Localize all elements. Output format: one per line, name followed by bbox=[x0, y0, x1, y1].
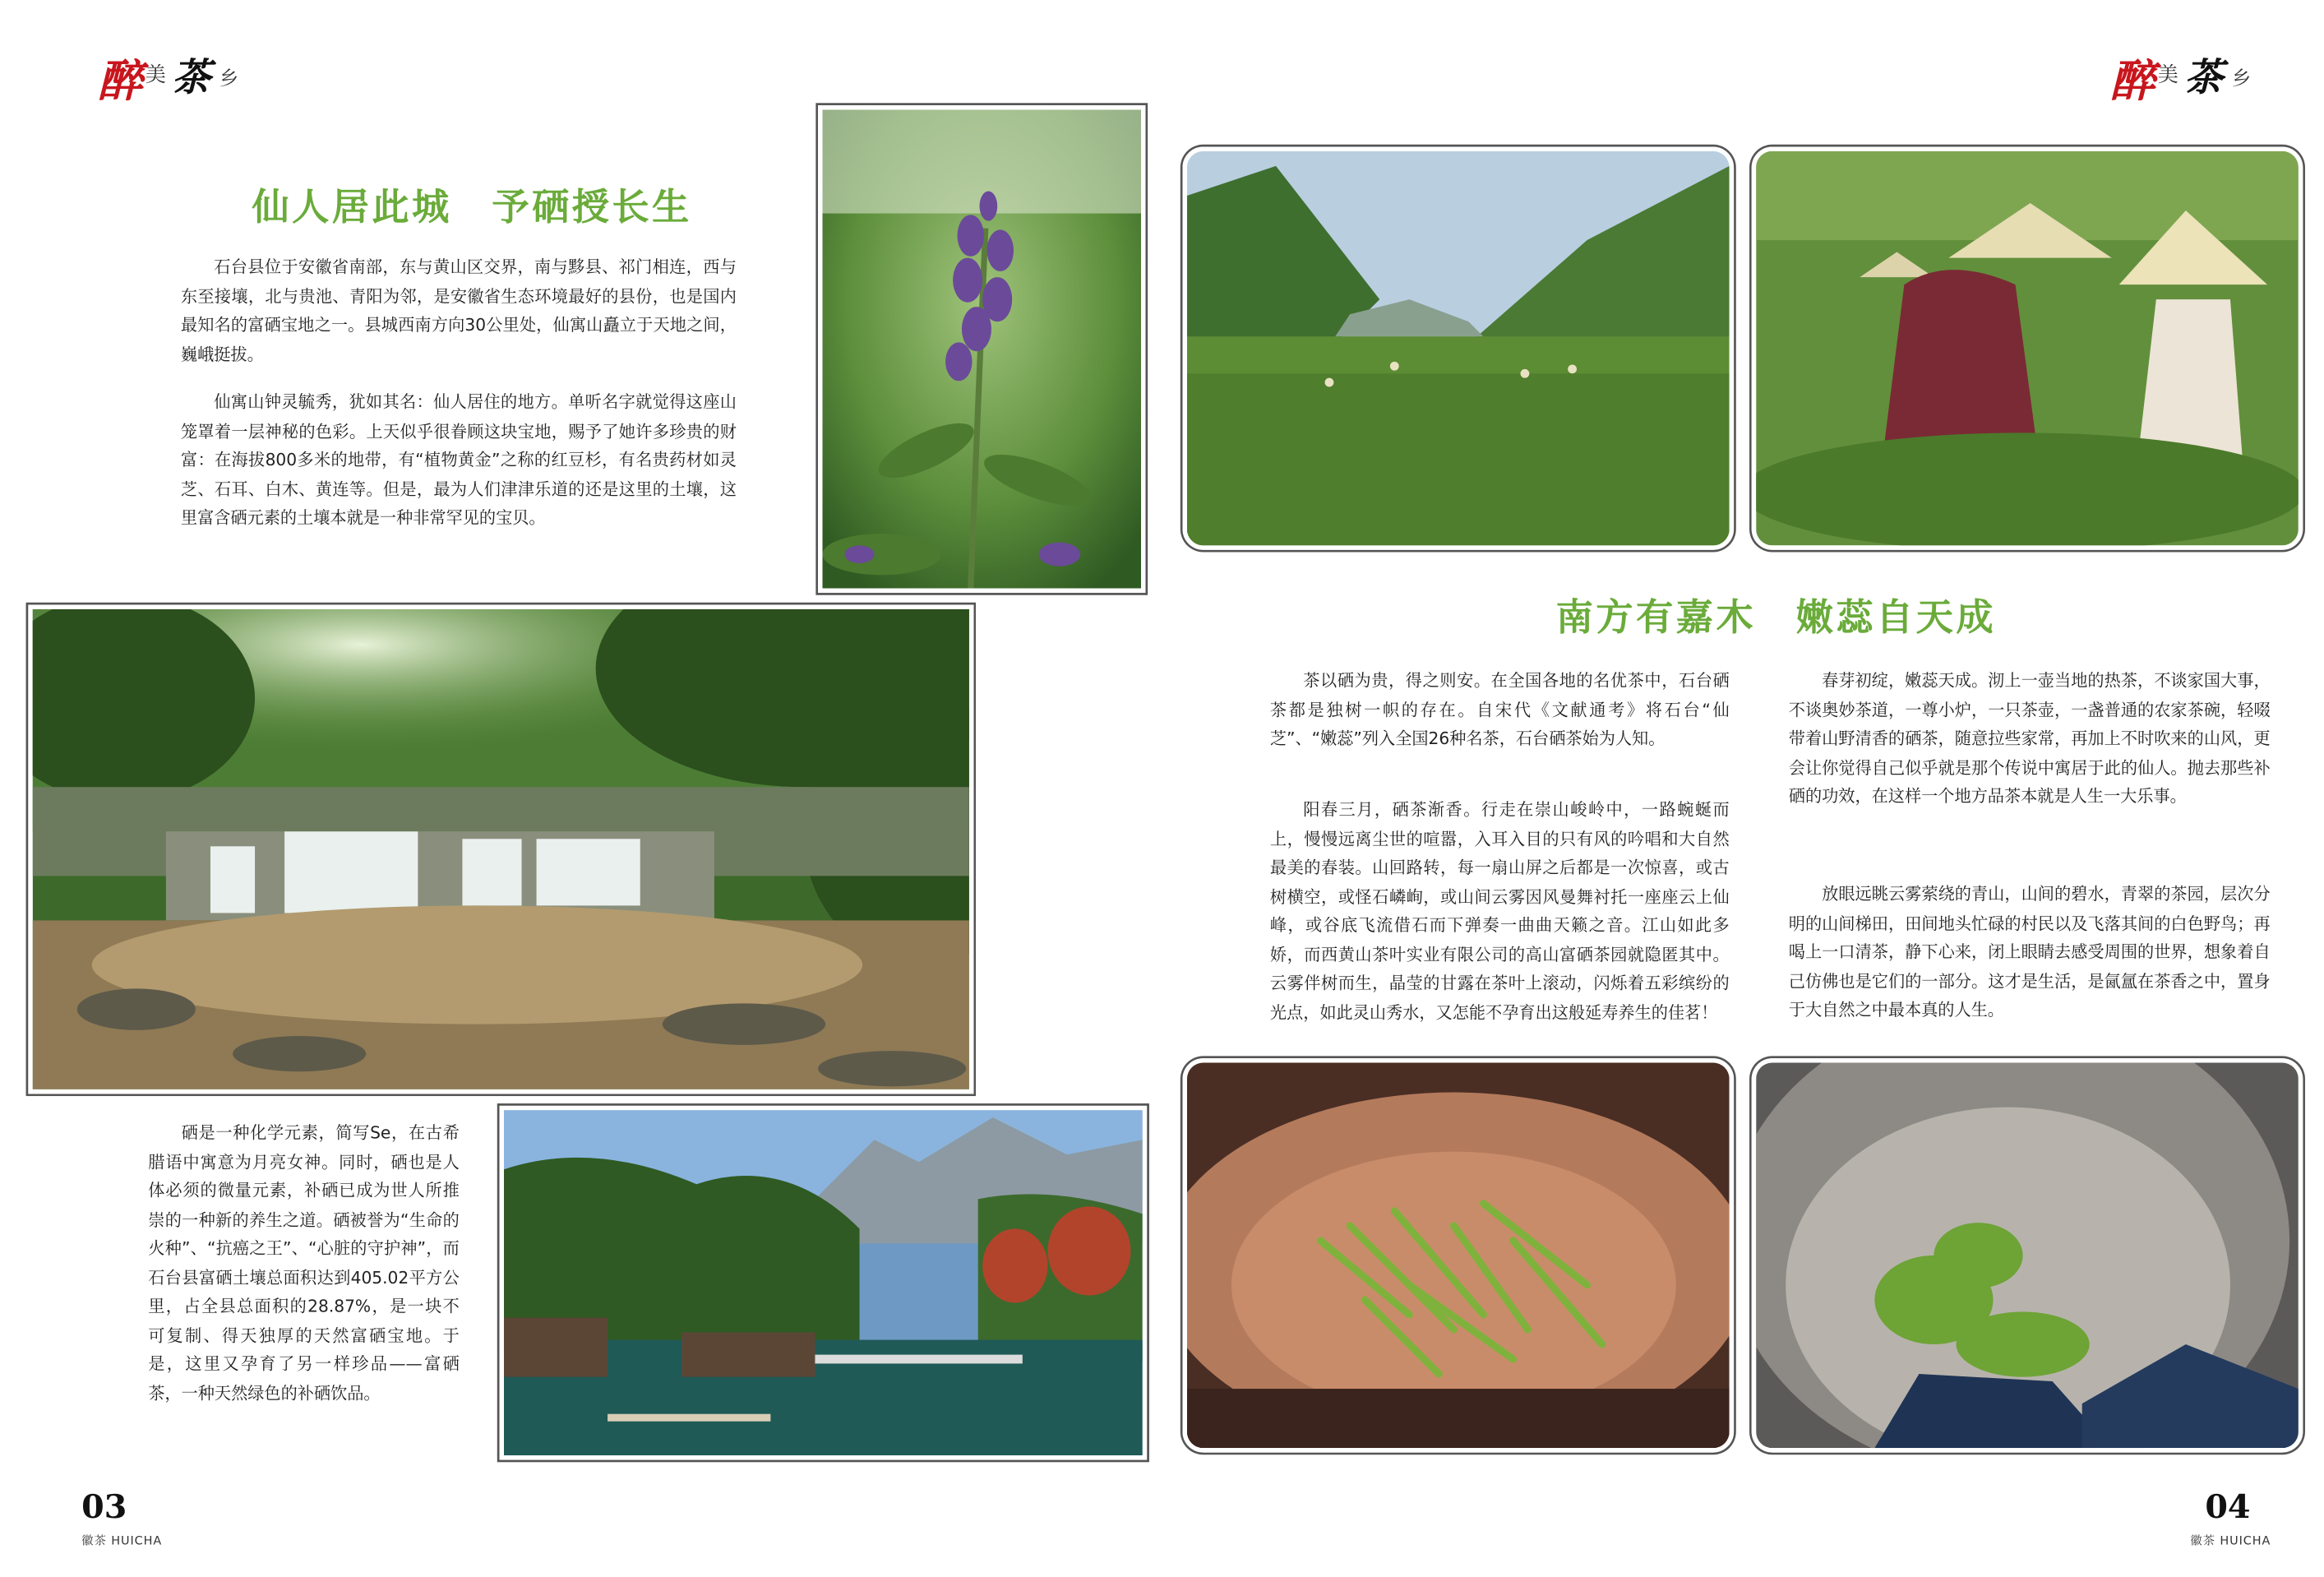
forest-waterfall-photo bbox=[28, 604, 973, 1094]
logo-char-mei: 美 bbox=[145, 63, 166, 88]
left-paragraph-1: 石台县位于安徽省南部，东与黄山区交界，南与黟县、祁门相连，西与东至接壤，北与贵池、青阳为邻，是安徽省生态环境最好的县份，也是国内最知名的富硒宝地之一。县城西南方向30公里处，仙寓山矗立于天地之间，巍峨挺拔。 bbox=[180, 257, 737, 364]
publication-name-left: 徽茶 HUICHA bbox=[81, 1533, 163, 1547]
right-page-heading: 南方有嘉木 嫩蕊自天成 bbox=[1555, 595, 1997, 639]
logo-char-zui: 醉 bbox=[97, 56, 143, 109]
logo-char-cha: 茶 bbox=[172, 56, 211, 101]
left-paragraph-2: 仙寓山钟灵毓秀，犹如其名：仙人居住的地方。单听名字就觉得这座山笼罩着一层神秘的色彩。上天似乎很眷顾这块宝地，赐予了她许多珍贵的财富：在海拔800多米的地带，有“植物黄金”之称的红豆杉，有名贵药材如灵芝、石耳、白木、黄连等。但是，最为人们津津乐道的还是这里的土壤，这里富含硒元素的土壤本就是一种非常罕见的宝贝。 bbox=[180, 392, 737, 528]
logo-char-zui: 醉 bbox=[2109, 56, 2155, 109]
right-paragraph-3: 春芽初绽，嫩蕊天成。沏上一壶当地的热茶，不谈家国大事，不谈奥妙茶道，一尊小炉，一只茶壶，一盏普通的农家茶碗，轻啜带着山野清香的硒茶，随意拉些家常，再加上不时吹来的山风，更会让你觉得自己似乎就是那个传说中寓居于此的仙人。抛去那些补硒的功效，在这样一个地方品茶本就是人生一大乐事。 bbox=[1788, 671, 2271, 807]
tea-valley-photo bbox=[1183, 146, 1735, 549]
left-paragraph-3: 硒是一种化学元素，简写Se，在古希腊语中寓意为月亮女神。同时，硒也是人体必须的微量元素，补硒已成为世人所推崇的一种新的养生之道。硒被誉为“生命的火种”、“抗癌之王”、“心脏的守护神”，而石台县富硒土壤总面积达到405.02平方公里，占全县总面积的28.87%，是一块不可复制、得天独厚的天然富硒宝地。于是，这里又孕育了另一样珍品——富硒茶，一种天然绿色的补硒饮品。 bbox=[148, 1123, 460, 1404]
purple-wildflower-photo bbox=[818, 105, 1145, 593]
publication-name-right: 徽茶 HUICHA bbox=[2190, 1533, 2271, 1547]
page-number-right: 04 bbox=[2205, 1487, 2251, 1527]
right-paragraph-4: 放眼远眺云雾萦绕的青山，山间的碧水，青翠的茶园，层次分明的山间梯田，田间地头忙碌的村民以及飞落其间的白色野鸟；再喝上一口清茶，静下心来，闭上眼睛去感受周围的世界，想象着自己仿佛也是它们的一部分。这才是生活，是氤氲在茶香之中，置身于大自然之中最本真的人生。 bbox=[1788, 885, 2271, 1020]
page-number-left: 03 bbox=[81, 1487, 127, 1527]
right-paragraph-2: 阳春三月，硒茶渐香。行走在崇山峻岭中，一路蜿蜒而上，慢慢远离尘世的喧嚣，入耳入目的只有风的吟唱和大自然最美的春装。山回路转，每一扇山屏之后都是一次惊喜，或古树横空，或怪石嶙峋，或山间云雾因风曼舞衬托一座座云上仙峰，或谷底飞流借石而下弹奏一曲曲天籁之音。江山如此多娇，而西黄山茶叶实业有限公司的高山富硒茶园就隐匿其中。云雾伴树而生，晶莹的甘露在茶叶上滚动，闪烁着五彩缤纷的光点，如此灵山秀水，又怎能不孕育出这般延寿养生的佳茗！ bbox=[1269, 800, 1730, 1022]
tea-roasting-wok-photo bbox=[1752, 1058, 2303, 1453]
logo-char-xiang: 乡 bbox=[219, 67, 239, 90]
tea-leaves-in-hands-photo bbox=[1183, 1058, 1735, 1453]
logo-char-mei: 美 bbox=[2157, 63, 2178, 88]
logo-char-cha: 茶 bbox=[2184, 56, 2223, 101]
logo-char-xiang: 乡 bbox=[2231, 67, 2252, 90]
left-page-heading: 仙人居此城 予硒授长生 bbox=[252, 185, 692, 229]
right-paragraph-1: 茶以硒为贵，得之则安。在全国各地的名优茶中，石台硒茶都是独树一帜的存在。自宋代《文献通考》将石台“仙芝”、“嫩蕊”列入全国26种名茶，石台硒茶始为人知。 bbox=[1269, 671, 1730, 749]
logo-left bbox=[97, 44, 261, 109]
mountain-lake-photo bbox=[499, 1106, 1147, 1460]
logo-right bbox=[2109, 44, 2273, 109]
tea-pickers-photo bbox=[1752, 146, 2303, 549]
